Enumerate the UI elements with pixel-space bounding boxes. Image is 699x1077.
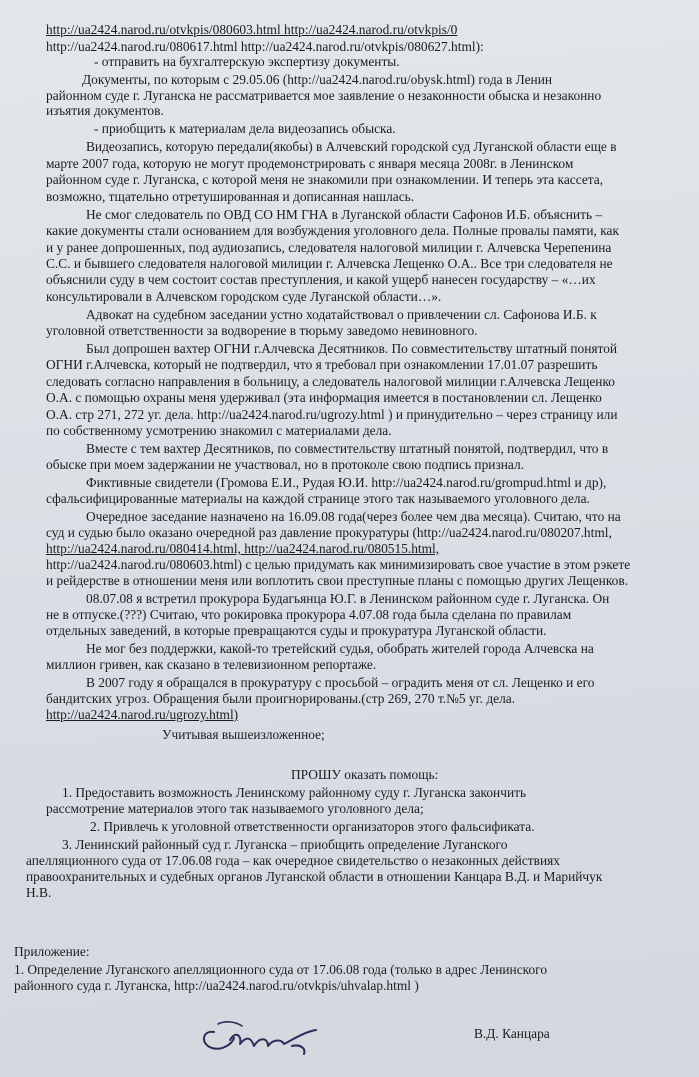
request-heading: ПРОШУ оказать помощь: — [291, 767, 439, 782]
text-line: http://ua2424.narod.ru/080617.html http://ua2424.narod.ru/otvkpis/080627.html): — [46, 39, 484, 54]
text-line: 08.07.08 я встретил прокурора Будагьянца Ю.Г. в Ленинском районном суде г. Луганска. Он — [86, 591, 610, 606]
signature-name: В.Д. Канцара — [474, 1026, 550, 1041]
text-line: следовать согласно направления в больницу, а следователь налоговой милиции г.Алчевска Лещенко — [46, 374, 615, 389]
text-line: рассмотрение материалов этого так называемого уголовного дела; — [46, 801, 424, 816]
text-line: ОГНИ г.Алчевска, который не подтвердил, что я требовал при ознакомлении 17.01.07 разрешить — [46, 357, 598, 372]
text-line: Вместе с тем вахтер Десятников, по совместительству штатный понятой, подтвердил, что в — [86, 441, 609, 456]
text-line: О.А. с помощью охраны меня удерживал (эта информация имеется в постановлении сл. Лещенко — [46, 390, 602, 405]
text-line: обыске при моем задержании не участвовал, но в протоколе свою подпись признал. — [46, 457, 525, 472]
text-line: Не смог следователь по ОВД СО НМ ГНА в Луганской области Сафонов И.Б. объяснить – — [86, 207, 603, 222]
text-line: уголовной ответственности за водворение в тюрьму заведомо невиновного. — [46, 323, 478, 338]
text-line: http://ua2424.narod.ru/otvkpis/080603.html http://ua2424.narod.ru/otvkpis/0 — [46, 22, 458, 37]
text-line: возможно, тщательно отретушированная и дописанная нашлась. — [46, 189, 415, 204]
text-line: Видеозапись, которую передали(якобы) в Алчевский городской суд Луганской области еще в — [86, 139, 617, 154]
text-line: по собственному усмотрению знакомил с материалами дела. — [46, 423, 392, 438]
text-line: - отправить на бухгалтерскую экспертизу документы. — [94, 54, 400, 69]
text-line: http://ua2424.narod.ru/080603.html) с целью придумать как минимизировать свое участие в этом рэкете — [46, 557, 631, 572]
text-line: районном суде г. Луганска не рассматривается мое заявление о незаконности обыска и незаконно — [46, 88, 602, 103]
text-line: В 2007 году я обращался в прокуратуру с просьбой – оградить меня от сл. Лещенко и его — [86, 675, 595, 690]
text-line: не в отпуске.(???) Считаю, что рокировка прокурора 4.07.08 года была сделана по правилам — [46, 607, 572, 622]
text-line: Учитывая вышеизложенное; — [162, 727, 325, 742]
text-line: и рейдерстве в отношении меня или воплотить свои преступные планы с помощью других Лещенков. — [46, 573, 629, 588]
text-line: апелляционного суда от 17.06.08 года – как очередное свидетельство о незаконных действиях — [26, 853, 560, 868]
text-line: изъятия документов. — [46, 103, 164, 118]
text-line: http://ua2424.narod.ru/080414.html, http://ua2424.narod.ru/080515.html, — [46, 541, 440, 556]
text-line: Не мог без поддержки, какой-то третейский судья, обобрать жителей города Алчевска на — [86, 641, 594, 656]
text-line: Адвокат на судебном заседании устно ходатайствовал о привлечении сл. Сафонова И.Б. к — [86, 307, 597, 322]
text-line: Очередное заседание назначено на 16.09.08 года(через более чем два месяца). Считаю, что на — [86, 509, 621, 524]
text-line: миллион гривен, как сказано в телевизионном репортаже. — [46, 657, 377, 672]
text-line: отдельных заведений, в которые превращаются суды и прокуратура Луганской области. — [46, 623, 547, 638]
text-line: 1. Предоставить возможность Ленинскому районному суду г. Луганска закончить — [62, 785, 527, 800]
text-line: 1. Определение Луганского апелляционного суда от 17.06.08 года (только в адрес Ленинского — [14, 962, 548, 977]
text-line: О.А. стр 271, 272 уг. дела. http://ua2424.narod.ru/ugrozy.html ) и принудительно – через страницу или — [46, 407, 618, 422]
text-line: - приобщить к материалам дела видеозапись обыска. — [94, 121, 396, 136]
text-line: объяснили суду в чем состоит состав преступления, и какой ущерб нанесен государству – «…их — [46, 272, 596, 287]
text-line: 3. Ленинский районный суд г. Луганска – приобщить определение Луганского — [62, 837, 508, 852]
text-line: бандитских угроз. Обращения были проигнорированы.(стр 269, 270 т.№5 уг. дела. — [46, 691, 516, 706]
text-line: Документы, по которым с 29.05.06 (http://ua2424.narod.ru/obysk.html) года в Ленин — [82, 72, 553, 87]
text-line: http://ua2424.narod.ru/ugrozy.html) — [46, 707, 239, 722]
text-line: суд и судью было оказано очередной раз давление прокуратуры (http://ua2424.narod.ru/080207.html, — [46, 525, 612, 540]
text-line: районном суде г. Луганска, с которой меня не знакомили при ознакомлении. И теперь эта кассета, — [46, 172, 604, 187]
text-line: С.С. и бывшего следователя налоговой милиции г. Алчевска Лещенко О.А.. Все три следователя не — [46, 256, 613, 271]
text-line: марте 2007 года, которую не могут продемонстрировать с января месяца 2008г. в Ленинском — [46, 156, 574, 171]
text-line: Был допрошен вахтер ОГНИ г.Алчевска Десятников. По совместительству штатный понятой — [86, 341, 618, 356]
text-line: правоохранительных и судебных органов Луганской области в отношении Канцара В.Д. и Марийчук — [26, 869, 603, 884]
text-line: Н.В. — [26, 885, 52, 900]
text-line: какие документы стали основанием для возбуждения уголовного дела. Полные провалы памяти, как — [46, 223, 619, 238]
appendix-heading: Приложение: — [14, 944, 90, 959]
text-line: 2. Привлечь к уголовной ответственности организаторов этого фальсификата. — [90, 819, 535, 834]
text-line: консультировали в Алчевском городском суде Луганской области…». — [46, 289, 442, 304]
text-line: районного суда г. Луганска, http://ua2424.narod.ru/otvkpis/uhvalap.html ) — [14, 978, 419, 993]
handwritten-signature — [196, 1010, 336, 1060]
text-line: Фиктивные свидетели (Громова Е.И., Рудая Ю.И. http://ua2424.narod.ru/grompud.html и др), — [86, 475, 607, 490]
text-line: и у ранее допрошенных, под аудиозапись, следователя налоговой милиции г. Алчевска Черепенина — [46, 240, 612, 255]
text-line: сфальсифицированные материалы на каждой странице этого так называемого уголовного дела. — [46, 491, 590, 506]
